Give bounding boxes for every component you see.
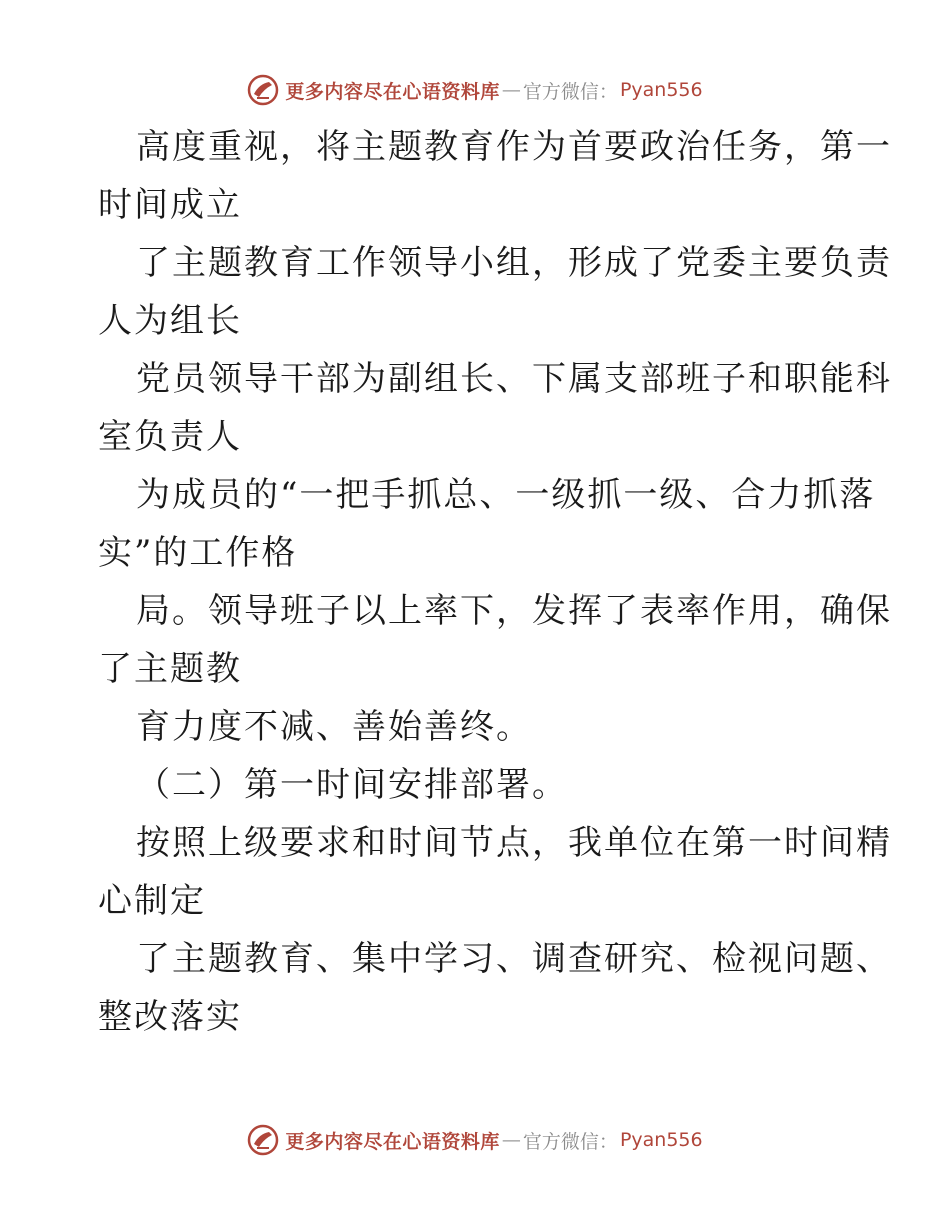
text-line: （二）第一时间安排部署。 (136, 765, 568, 805)
text-line: 按照上级要求和时间节点，我单位在第一时间精 (136, 823, 892, 863)
hand-pen-logo-icon (247, 1124, 279, 1156)
text-line: 了主题教 (98, 649, 242, 689)
text-line: 局。领导班子以上率下，发挥了表率作用，确保 (136, 591, 892, 631)
text-line: 实”的工作格 (98, 533, 298, 573)
document-body (98, 118, 892, 1046)
text-line: 室负责人 (98, 417, 242, 457)
text-line: 育力度不减、善始善终。 (136, 707, 532, 747)
header-watermark-banner (0, 70, 950, 110)
text-line: 心制定 (98, 881, 206, 921)
text-line: 整改落实 (98, 997, 242, 1037)
text-line: 人为组长 (98, 301, 242, 341)
watermark-wechat-id: Pyan556 (619, 1129, 703, 1151)
text-line: 党员领导干部为副组长、下属支部班子和职能科 (136, 359, 892, 399)
watermark-wechat-id: Pyan556 (619, 79, 703, 101)
watermark-official-label: 官方微信： (522, 80, 618, 103)
hand-pen-logo-icon (247, 74, 279, 106)
text-line: 高度重视，将主题教育作为首要政治任务，第一 (136, 127, 892, 167)
text-line: 了主题教育工作领导小组，形成了党委主要负责 (136, 243, 892, 283)
text-line: 了主题教育、集中学习、调查研究、检视问题、 (136, 939, 892, 979)
watermark-dash: — (501, 1129, 521, 1151)
footer-watermark-banner (0, 1120, 950, 1160)
watermark-brand-text: 更多内容尽在心语资料库 (285, 1130, 500, 1153)
watermark-official-label: 官方微信： (522, 1130, 618, 1153)
watermark-brand-text: 更多内容尽在心语资料库 (285, 80, 500, 103)
text-line: 时间成立 (98, 185, 242, 225)
text-line: 为成员的“一把手抓总、一级抓一级、合力抓落 (136, 475, 876, 515)
watermark-dash: — (501, 79, 521, 101)
